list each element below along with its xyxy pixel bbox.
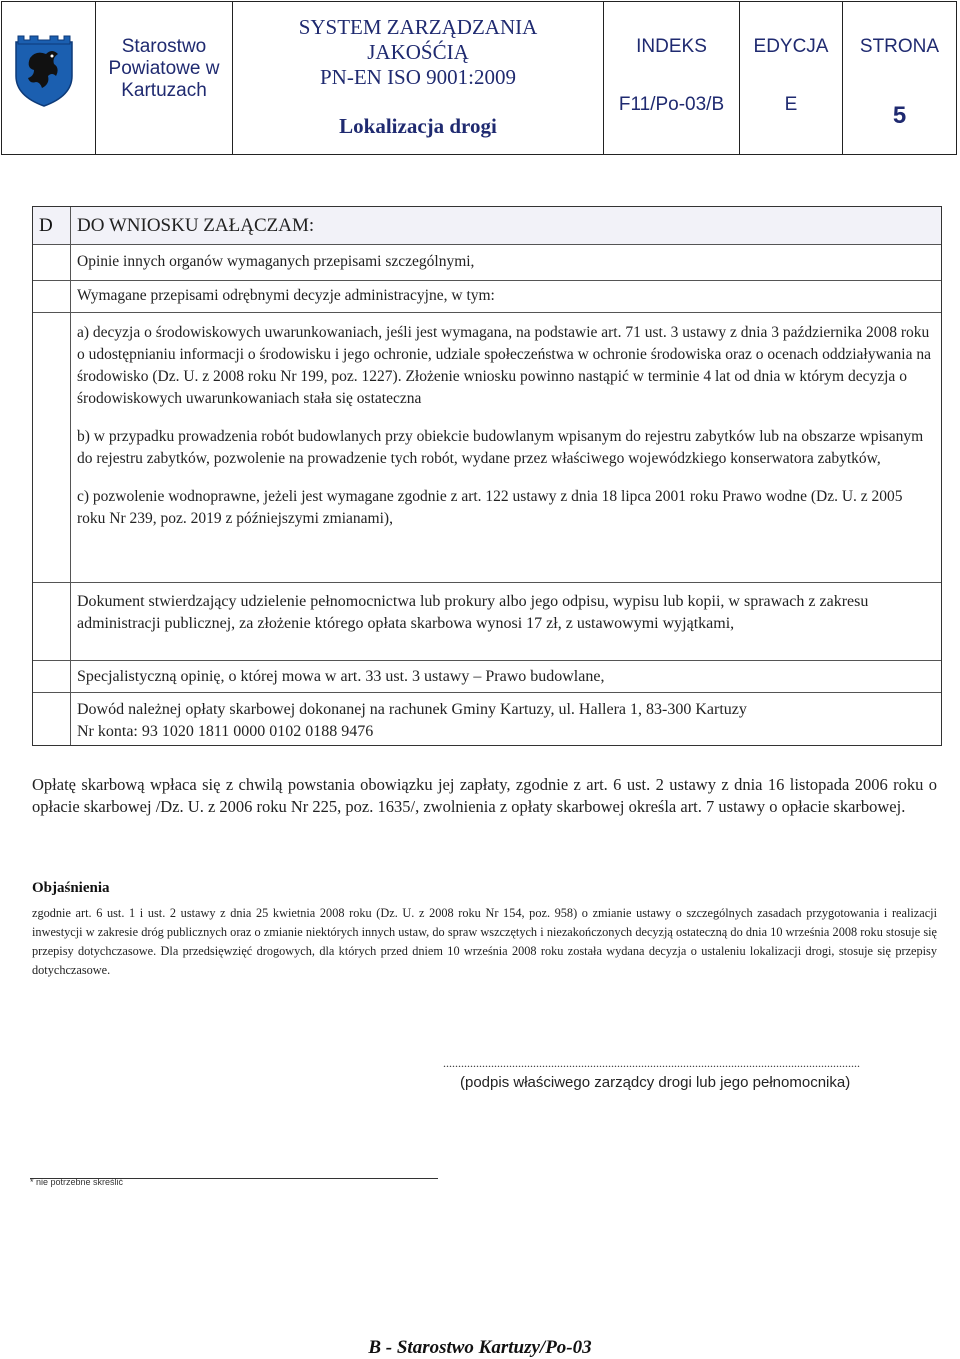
attachment-checkbox[interactable] [33, 661, 71, 692]
subitem-a: a) decyzja o środowiskowych uwarunkowaniach, jeśli jest wymagana, na podstawie art. 71 ust. 3 ustawy z dnia 3 października 2008 roku o udostępnianiu informacji o środowisku i jego ochronie, udziale społeczeństwa w ochronie środowiska oraz o ocenach oddziaływania na środowisko (Dz. U. z 2008 roku Nr 199, poz. 1227). Złożenie wniosku powinno nastąpić w terminie 4 lat od dnia w którym decyzja o środowiskowych uwarunkowaniach stała się ostateczna [77, 324, 931, 407]
system-cell [233, 2, 604, 154]
system-line: SYSTEM ZARZĄDZANIA [298, 15, 538, 39]
attachment-checkbox[interactable] [33, 245, 71, 280]
attachment-row [33, 583, 941, 661]
system-line: JAKOŚĆIĄ [367, 40, 469, 64]
system-title [233, 15, 603, 90]
attachment-checkbox[interactable] [33, 313, 71, 582]
index-value: F11/Po-03/B [618, 94, 725, 115]
fee-paragraph: Opłatę skarbową wpłaca się z chwilą powstania obowiązku jej zapłaty, zgodnie z art. 6 ust. 2 ustawy z dnia 16 listopada 2006 roku o opłacie skarbowej /Dz. U. z 2006 roku Nr 225, poz. 1635/, zwolnienia z opłaty skarbowej określa art. 7 ustawy o opłacie skarbowej. [32, 775, 937, 816]
office-name [96, 36, 232, 102]
attachments-section [32, 206, 942, 746]
account-number: Nr konta: 93 1020 1811 0000 0102 0188 9476 [77, 723, 374, 740]
griffin-coat-of-arms-icon [12, 32, 76, 108]
office-cell [96, 2, 233, 154]
logo-cell [2, 2, 96, 154]
office-line: Kartuzach [121, 80, 207, 101]
attachment-text: Specjalistyczną opinię, o której mowa w art. 33 ust. 3 ustawy – Prawo budowlane, [77, 668, 605, 685]
edition-cell [740, 2, 843, 154]
section-title: DO WNIOSKU ZAŁĄCZAM: [71, 207, 941, 244]
attachment-subitems [71, 313, 941, 582]
attachment-text [71, 693, 941, 745]
document-header [1, 1, 957, 155]
edition-label: EDYCJA [753, 36, 829, 57]
attachment-text: Wymagane przepisami odrębnymi decyzje administracyjne, w tym: [77, 287, 495, 304]
system-line: PN-EN ISO 9001:2009 [319, 65, 516, 89]
page-label: STRONA [859, 36, 940, 57]
office-line: Starostwo [121, 36, 207, 57]
attachment-checkbox[interactable] [33, 583, 71, 660]
attachment-checkbox[interactable] [33, 693, 71, 745]
signature-label: (podpis właściwego zarządcy drogi lub jego pełnomocnika) [460, 1074, 851, 1091]
page-number: 5 [892, 102, 907, 129]
footnote: * nie potrzebne skreślić [30, 1177, 124, 1187]
edition-value: E [784, 94, 798, 115]
section-header-row [33, 207, 941, 245]
attachment-text: Opinie innych organów wymaganych przepisami szczególnymi, [77, 253, 475, 270]
section-key: D [33, 207, 71, 244]
subitem-b: b) w przypadku prowadzenia robót budowlanych przy obiekcie budowlanym wpisanym do rejestru zabytków lub na obszarze wpisanym do rejestru zabytków, pozwolenie na prowadzenie tych robót, wydane przez właściwego wojewódzkiego konserwatora zabytków, [77, 428, 924, 467]
attachment-row [33, 661, 941, 693]
index-label: INDEKS [636, 36, 707, 57]
page-cell [843, 2, 956, 154]
document-subject: Lokalizacja drogi [339, 114, 497, 138]
office-line: Powiatowe w [108, 58, 220, 79]
attachment-row [33, 281, 941, 313]
attachment-text: Dokument stwierdzający udzielenie pełnomocnictwa lub prokury albo jego odpisu, wypisu lub kopii, w sprawach z zakresu administracji publicznej, za złożenie którego opłata skarbowa wynosi 17 zł, z ustawowymi wyjątkami, [77, 593, 869, 632]
page-footer: B - Starostwo Kartuzy/Po-03 [368, 1337, 592, 1358]
index-cell [604, 2, 740, 154]
attachment-row [33, 313, 941, 583]
explanations-text: zgodnie art. 6 ust. 1 i ust. 2 ustawy z dnia 25 kwietnia 2008 roku (Dz. U. z 2008 roku Nr 154, poz. 958) o zmianie ustawy o szczególnych zasadach przygotowania i realizacji inwestycji w zakresie dróg publicznych oraz o zmianie niektórych innych ustaw, do spraw wszczętych i niezakończonych decyzją ostateczną do dnia 10 września 2008 roku stosuje się przepisy dotychczasowe. Dla przedsięwzięć drogowych, dla których przed dniem 10 września 2008 roku została wydana decyzja o ustaleniu lokalizacji drogi, stosuje się przepisy dotychczasowe. [32, 906, 937, 977]
attachment-row [33, 245, 941, 281]
subitem-c: c) pozwolenie wodnoprawne, jeżeli jest wymagane zgodnie z art. 122 ustawy z dnia 18 lipca 2001 roku Prawo wodne (Dz. U. z 2005 roku Nr 239, poz. 2019 z późniejszymi zmianami), [77, 488, 903, 527]
attachment-checkbox[interactable] [33, 281, 71, 312]
signature-line: ........................................................................................................................................... [443, 1056, 860, 1070]
payment-proof-line: Dowód należnej opłaty skarbowej dokonanej na rachunek Gminy Kartuzy, ul. Hallera 1, 83-300 Kartuzy [77, 701, 747, 718]
attachment-row [33, 693, 941, 745]
explanations-title: Objaśnienia [32, 880, 110, 896]
